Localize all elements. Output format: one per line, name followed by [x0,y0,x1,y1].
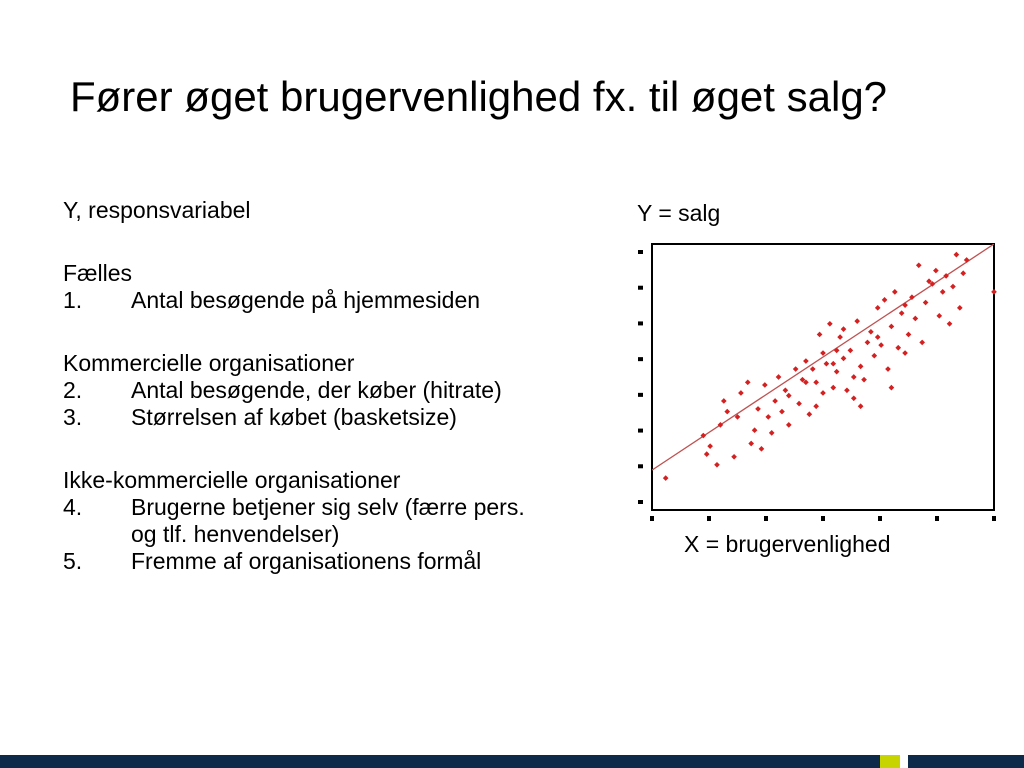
x-axis-label: X = brugervenlighed [684,531,891,557]
y-tick [638,429,643,433]
list-item [63,287,623,314]
y-tick [638,357,643,361]
list-item-text: Antal besøgende, der køber (hitrate) [131,377,502,403]
list-item-number: 1. [63,287,83,313]
footer-gap [900,755,908,768]
x-tick [707,516,711,521]
list-item-number: 2. [63,377,83,403]
y-axis-label: Y = salg [637,200,721,226]
y-tick [638,286,643,290]
list-item-text: Størrelsen af købet (basketsize) [131,404,457,430]
x-tick [821,516,825,521]
list-item-text: Brugerne betjener sig selv (færre pers. og tlf. henvendelser) [131,494,525,547]
list-item-number: 3. [63,404,83,430]
bullet-content [63,197,623,575]
list-item-text: Fremme af organisationens formål [131,548,482,574]
x-tick [878,516,882,521]
section-heading-ikke-kommercielle: Ikke-kommercielle organisationer [63,467,401,493]
y-tick [638,321,643,325]
plot-frame [652,244,994,510]
x-tick [935,516,939,521]
list-item [63,377,623,404]
x-tick [650,516,654,521]
list-item [63,494,623,548]
y-tick [638,464,643,468]
section-heading-kommercielle: Kommercielle organisationer [63,350,355,376]
list-item [63,548,623,575]
list-item [63,404,623,431]
scatter-plot [630,236,1000,526]
y-tick [638,250,643,254]
list-item-number: 4. [63,494,83,520]
x-tick [764,516,768,521]
footer-bar [0,755,1024,768]
list-item-number: 5. [63,548,83,574]
section-heading-faelles: Fælles [63,260,133,286]
slide-title: Fører øget brugervenlighed fx. til øget salg? [70,73,888,120]
y-tick [638,393,643,397]
list-item-text: Antal besøgende på hjemmesiden [131,287,481,313]
y-tick [638,500,643,504]
x-tick [992,516,996,521]
footer-accent [880,755,900,768]
response-variable-heading: Y, responsvariabel [63,197,251,223]
